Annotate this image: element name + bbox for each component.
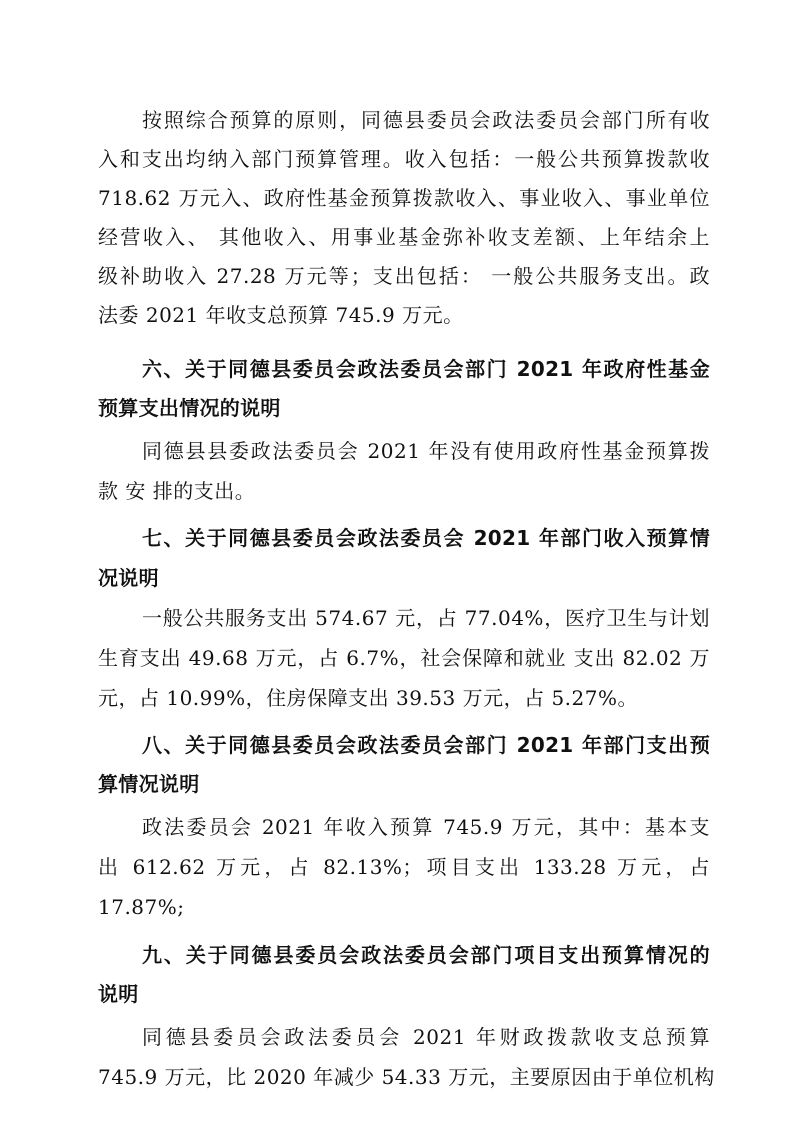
text-line: 按照综合预算的原则，同德县委员会政法委员会部门所有收 [142, 108, 710, 132]
text-line: 一般公共服务支出 574.67 元，占 77.04%，医疗卫生与计划 [142, 606, 710, 630]
text-line: 入和支出均纳入部门预算管理。收入包括：一般公共预算拨款收 [98, 147, 710, 171]
heading-line: 说明 [98, 982, 139, 1006]
text-line: 745.9 万元，比 2020 年减少 54.33 万元，主要原因由于单位机构 [98, 1065, 715, 1089]
text-line: 出 612.62 万元，占 82.13%；项目支出 133.28 万元，占 [98, 855, 710, 879]
text-line: 经营收入、 其他收入、用事业基金弥补收支差额、上年结余上 [98, 225, 710, 249]
heading-line: 算情况说明 [98, 772, 200, 796]
text-line: 718.62 万元入、政府性基金预算拨款收入、事业收入、事业单位 [98, 186, 710, 210]
text-line: 级补助收入 27.28 万元等；支出包括： 一般公共服务支出。政 [98, 264, 710, 288]
text-line: 元，占 10.99%，住房保障支出 39.53 万元，占 5.27%。 [98, 686, 638, 710]
text-line: 同德县委员会政法委员会 2021 年财政拨款收支总预算 [142, 1025, 710, 1049]
heading-line: 六、关于同德县委员会政法委员会部门 2021 年政府性基金 [142, 357, 710, 381]
text-line: 同德县县委政法委员会 2021 年没有使用政府性基金预算拨 [142, 439, 710, 463]
heading-line: 七、关于同德县委员会政法委员会 2021 年部门收入预算情 [142, 526, 710, 550]
text-line: 生育支出 49.68 万元，占 6.7%，社会保障和就业 支出 82.02 万 [98, 646, 710, 670]
text-line: 款 安 排的支出。 [98, 479, 256, 503]
text-line: 法委 2021 年收支总预算 745.9 万元。 [98, 303, 464, 327]
heading-line: 九、关于同德县委员会政法委员会部门项目支出预算情况的 [142, 943, 710, 967]
text-line: 政法委员会 2021 年收入预算 745.9 万元，其中：基本支 [142, 815, 710, 839]
heading-line: 况说明 [98, 566, 159, 590]
heading-line: 八、关于同德县委员会政法委员会部门 2021 年部门支出预 [142, 733, 710, 757]
text-line: 17.87%; [98, 895, 185, 919]
heading-line: 预算支出情况的说明 [98, 396, 281, 420]
